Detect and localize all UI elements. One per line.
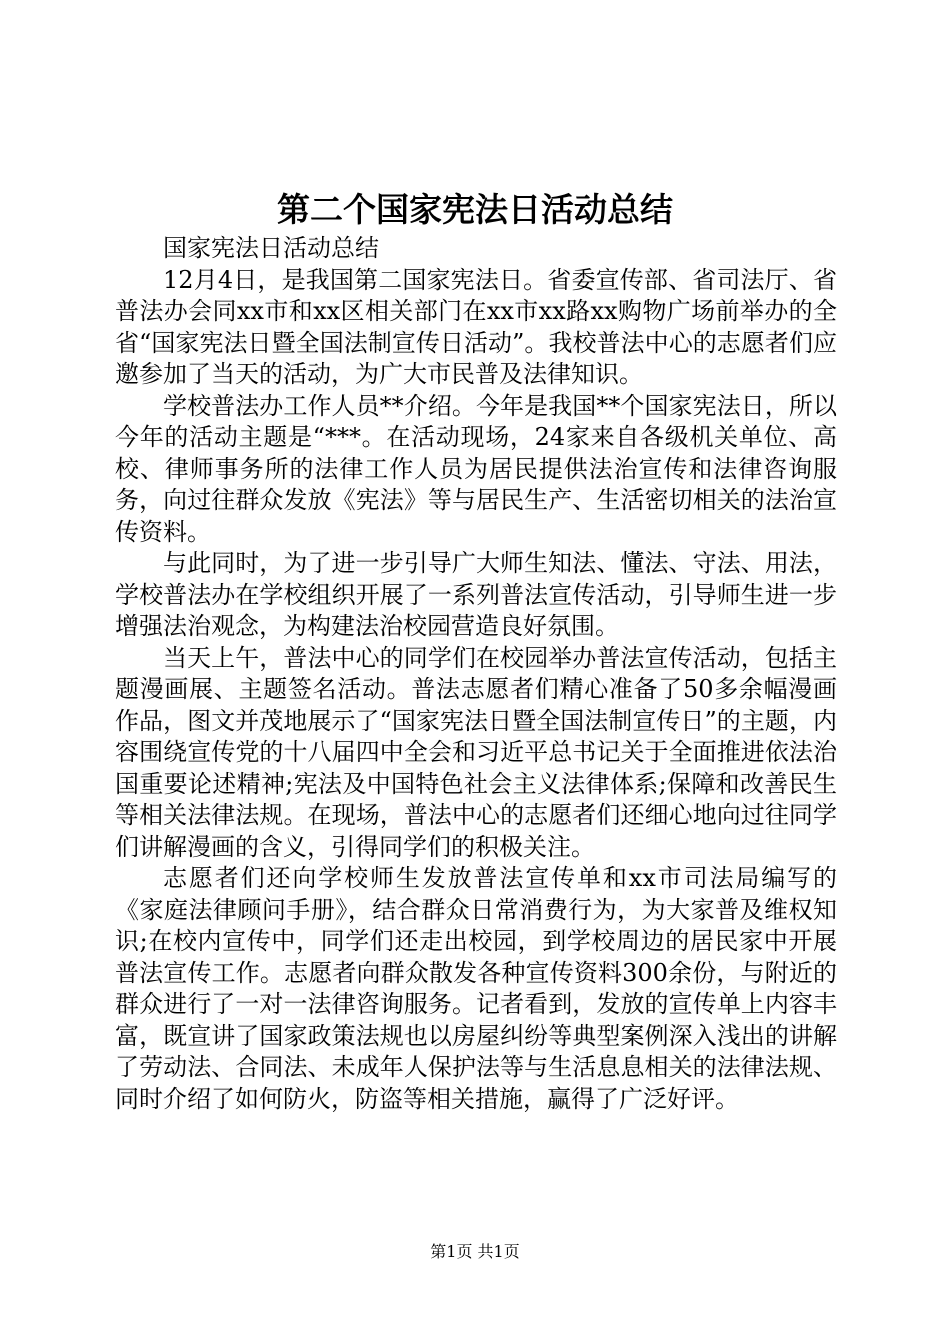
paragraph: 12月4日，是我国第二国家宪法日。省委宣传部、省司法厅、省普法办会同xx市和xx区相关部门在xx市xx路xx购物广场前举办的全省“国家宪法日暨全国法制宣传日活动”。我校普法中心的志愿者们应邀参加了当天的活动，为广大市民普及法律知识。 xyxy=(115,265,837,388)
document-body xyxy=(115,233,837,1115)
paragraph: 与此同时，为了进一步引导广大师生知法、懂法、守法、用法，学校普法办在学校组织开展了一系列普法宣传活动，引导师生进一步增强法治观念，为构建法治校园营造良好氛围。 xyxy=(115,549,837,640)
paragraph: 当天上午，普法中心的同学们在校园举办普法宣传活动，包括主题漫画展、主题签名活动。普法志愿者们精心准备了50多余幅漫画作品，图文并茂地展示了“国家宪法日暨全国法制宣传日”的主题，内容围绕宣传党的十八届四中全会和习近平总书记关于全面推进依法治国重要论述精神;宪法及中国特色社会主义法律体系;保障和改善民生等相关法律法规。在现场，普法中心的志愿者们还细心地向过往同学们讲解漫画的含义，引得同学们的积极关注。 xyxy=(115,643,837,861)
paragraph-subtitle: 国家宪法日活动总结 xyxy=(163,234,379,262)
paragraph: 志愿者们还向学校师生发放普法宣传单和xx市司法局编写的《家庭法律顾问手册》，结合群众日常消费行为，为大家普及维权知识;在校内宣传中，同学们还走出校园，到学校周边的居民家中开展普法宣传工作。志愿者向群众散发各种宣传资料300余份，与附近的群众进行了一对一法律咨询服务。记者看到，发放的宣传单上内容丰富，既宣讲了国家政策法规也以房屋纠纷等典型案例深入浅出的讲解了劳动法、合同法、未成年人保护法等与生活息息相关的法律法规、同时介绍了如何防火，防盗等相关措施，赢得了广泛好评。 xyxy=(115,864,837,1113)
document-title: 第二个国家宪法日活动总结 xyxy=(277,190,673,229)
page-footer: 第1页 共1页 xyxy=(430,1242,520,1261)
paragraph: 学校普法办工作人员**介绍。今年是我国**个国家宪法日，所以今年的活动主题是“***。在活动现场，24家来自各级机关单位、高校、律师事务所的法律工作人员为居民提供法治宣传和法律咨询服务，向过往群众发放《宪法》等与居民生产、生活密切相关的法治宣传资料。 xyxy=(115,391,837,546)
